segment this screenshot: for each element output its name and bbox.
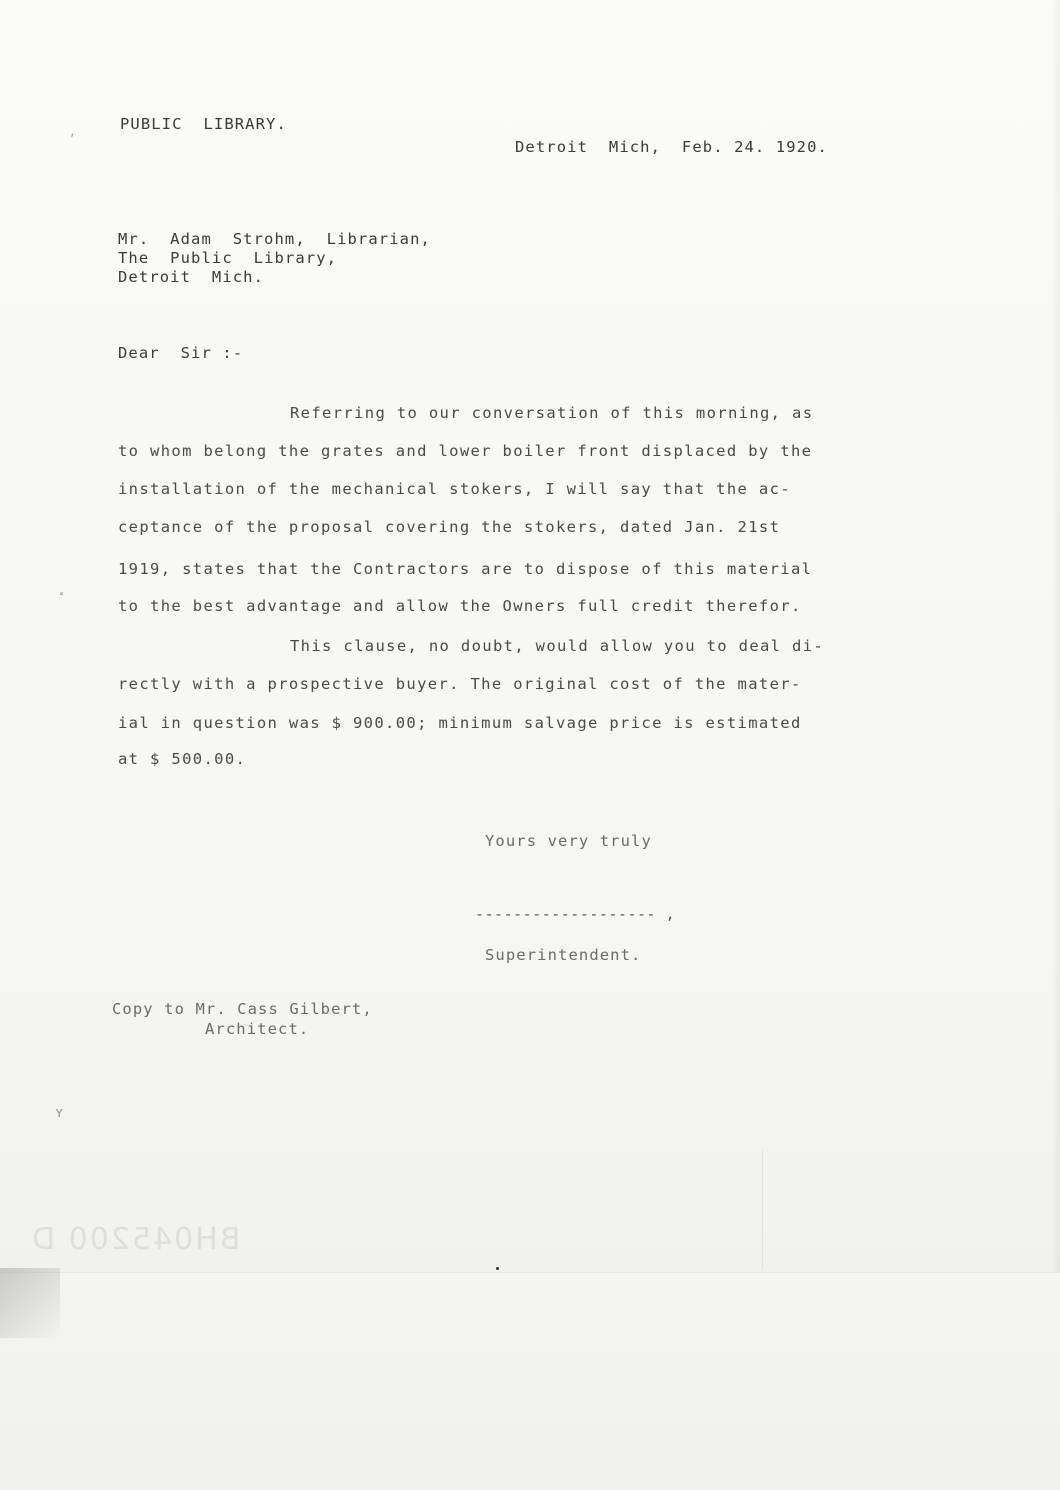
paper-mark: ʼ (70, 132, 75, 148)
paper-edge-shadow (1052, 0, 1060, 1490)
body-line: ial in question was $ 900.00; minimum salvage price is estimated (118, 714, 802, 732)
paper-mark: ʏ (55, 1105, 64, 1121)
body-line: Referring to our conversation of this morning, as (290, 404, 814, 422)
body-line: 1919, states that the Contractors are to dispose of this material (118, 560, 813, 578)
dateline: Detroit Mich, Feb. 24. 1920. (515, 138, 828, 156)
page-fold-shadow (0, 1268, 60, 1338)
paper-mark: ˟ (58, 592, 65, 608)
body-line: installation of the mechanical stokers, I will say that the ac- (118, 480, 791, 498)
recipient-line: Detroit Mich. (118, 268, 265, 286)
body-line: to whom belong the grates and lower boiler front displaced by the (118, 442, 813, 460)
signer-title: Superintendent. (485, 946, 642, 964)
body-line: ceptance of the proposal covering the stokers, dated Jan. 21st (118, 518, 781, 536)
letterhead: PUBLIC LIBRARY. (120, 115, 287, 133)
signature-line: ------------------- , (475, 905, 676, 923)
salutation: Dear Sir :- (118, 344, 244, 362)
copy-to-line: Architect. (205, 1020, 310, 1038)
recipient-line: The Public Library, (118, 249, 338, 267)
ink-dot (496, 1267, 499, 1270)
body-line: rectly with a prospective buyer. The original cost of the mater- (118, 675, 802, 693)
body-line: This clause, no doubt, would allow you to deal di- (290, 637, 825, 655)
copy-to-line: Copy to Mr. Cass Gilbert, (112, 1000, 373, 1018)
paper-crease (762, 1150, 763, 1270)
recipient-line: Mr. Adam Strohm, Librarian, (118, 230, 431, 248)
closing: Yours very truly (485, 832, 652, 850)
body-line: at $ 500.00. (118, 750, 247, 768)
bleed-through-stamp: BH045200 D (30, 1222, 241, 1257)
body-line: to the best advantage and allow the Owners full credit therefor. (118, 597, 802, 615)
underlying-sheet (0, 1272, 1060, 1490)
